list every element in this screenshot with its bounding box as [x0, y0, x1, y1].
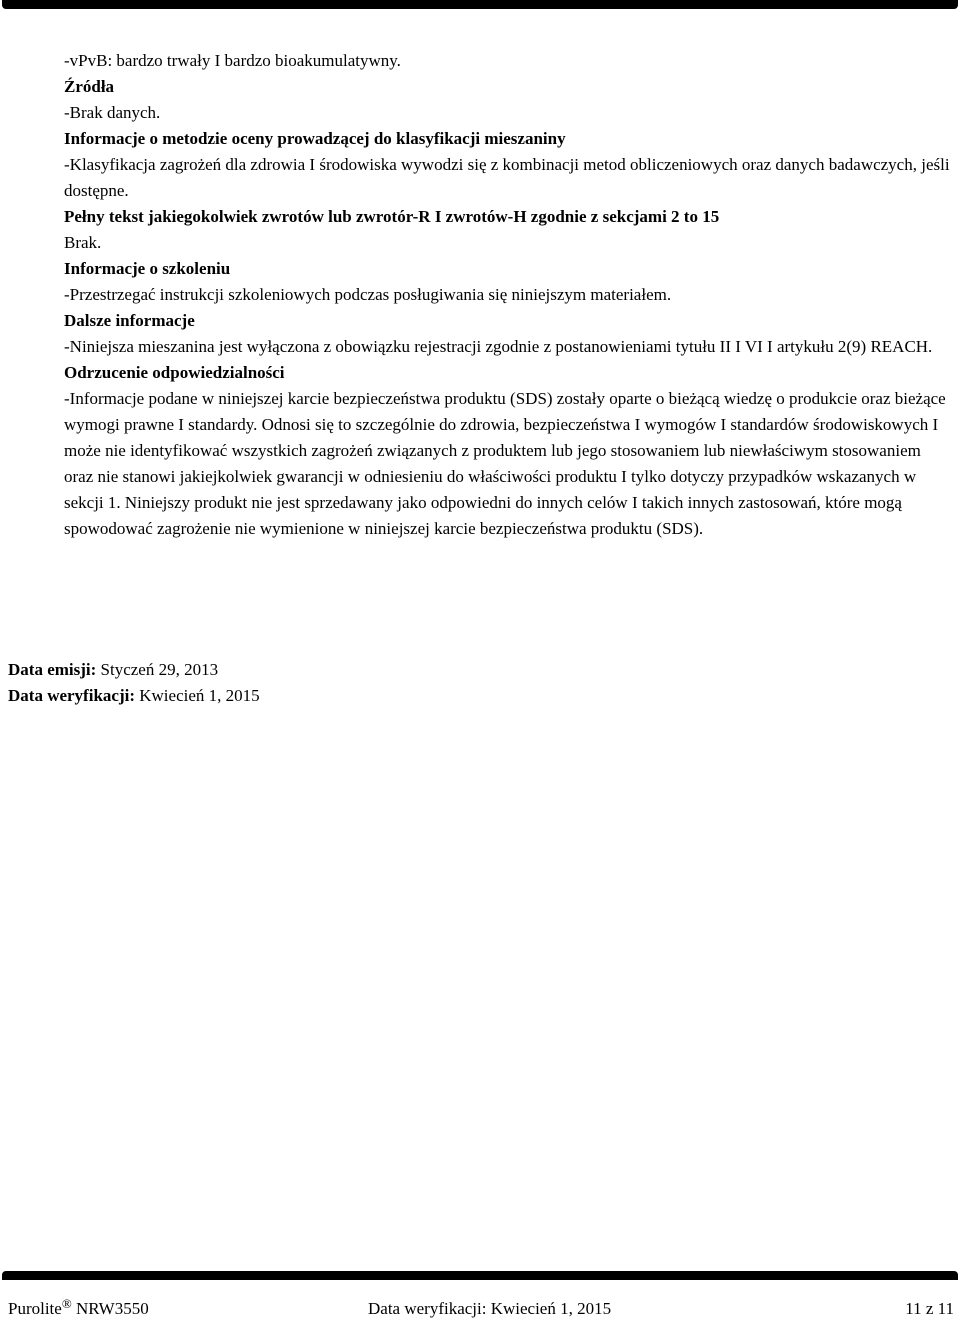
heading-training-info: Informacje o szkoleniu — [64, 259, 231, 278]
heading-sources: Źródła — [64, 77, 115, 96]
issue-date-row — [8, 657, 260, 683]
heading-further-info: Dalsze informacje — [64, 311, 195, 330]
bottom-rule — [2, 1271, 958, 1280]
issue-date-value: Styczeń 29, 2013 — [100, 660, 219, 679]
issue-date-label: Data emisji: — [8, 660, 97, 679]
footer-page-number: 11 z 11 — [905, 1299, 954, 1318]
verification-date-label: Data weryfikacji: — [8, 686, 135, 705]
registered-mark: ® — [61, 1296, 72, 1311]
further-info-text: -Niniejsza mieszanina jest wyłączona z obowiązku rejestracji zgodnie z postanowieniami tytułu II I VI I artykułu 2(9) REACH. — [64, 337, 933, 356]
heading-disclaimer: Odrzucenie odpowiedzialności — [64, 363, 285, 382]
full-text-phrases-value: Brak. — [64, 233, 102, 252]
classification-method-text: -Klasyfikacja zagrożeń dla zdrowia I środowiska wywodzi się z kombinacji metod obliczeniowych oraz danych badawczych, jeśli dostępne. — [64, 155, 950, 200]
top-rule — [2, 0, 958, 9]
footer-brand: Purolite — [8, 1299, 62, 1318]
disclaimer-text: -Informacje podane w niniejszej karcie bezpieczeństwa produktu (SDS) zostały oparte o bieżącą wiedzę o produkcie oraz bieżące wymogi prawne I standardy. Odnosi się to szczególnie do zdrowia, bezpieczeństwa I wymogów I standardów środowiskowych I może nie identyfikować wszystkich zagrożeń związanych z produktem lub jego stosowaniem lub niewłaściwym stosowaniem oraz nie stanowi jakiejkolwiek gwarancji w odniesieniu do właściwości produktu I tylko dotyczy przypadków wskazanych w sekcji 1. Niniejszy produkt nie jest sprzedawany jako odpowiedni do innych celów I takich innych zastosowań, które mogą spowodować zagrożenie nie wymienione w niniejszej karcie bezpieczeństwa produktu (SDS). — [64, 389, 946, 538]
sources-text: -Brak danych. — [64, 103, 161, 122]
heading-classification-method: Informacje o metodzie oceny prowadzącej do klasyfikacji mieszaniny — [64, 129, 566, 148]
footer-product-code: NRW3550 — [75, 1299, 149, 1318]
footer-product — [8, 1296, 149, 1322]
vpvb-definition: -vPvB: bardzo trwały I bardzo bioakumulatywny. — [64, 51, 401, 70]
heading-full-text-phrases: Pełny tekst jakiegokolwiek zwrotów lub zwrotór-R I zwrotów-H zgodnie z sekcjami 2 to 15 — [64, 207, 720, 226]
document-body — [64, 48, 954, 542]
training-info-text: -Przestrzegać instrukcji szkoleniowych podczas posługiwania się niniejszym materiałem. — [64, 285, 672, 304]
document-dates — [8, 657, 260, 709]
verification-date-value: Kwiecień 1, 2015 — [139, 686, 260, 705]
verification-date-row — [8, 683, 260, 709]
footer-verification-date: Data weryfikacji: Kwiecień 1, 2015 — [368, 1299, 612, 1318]
